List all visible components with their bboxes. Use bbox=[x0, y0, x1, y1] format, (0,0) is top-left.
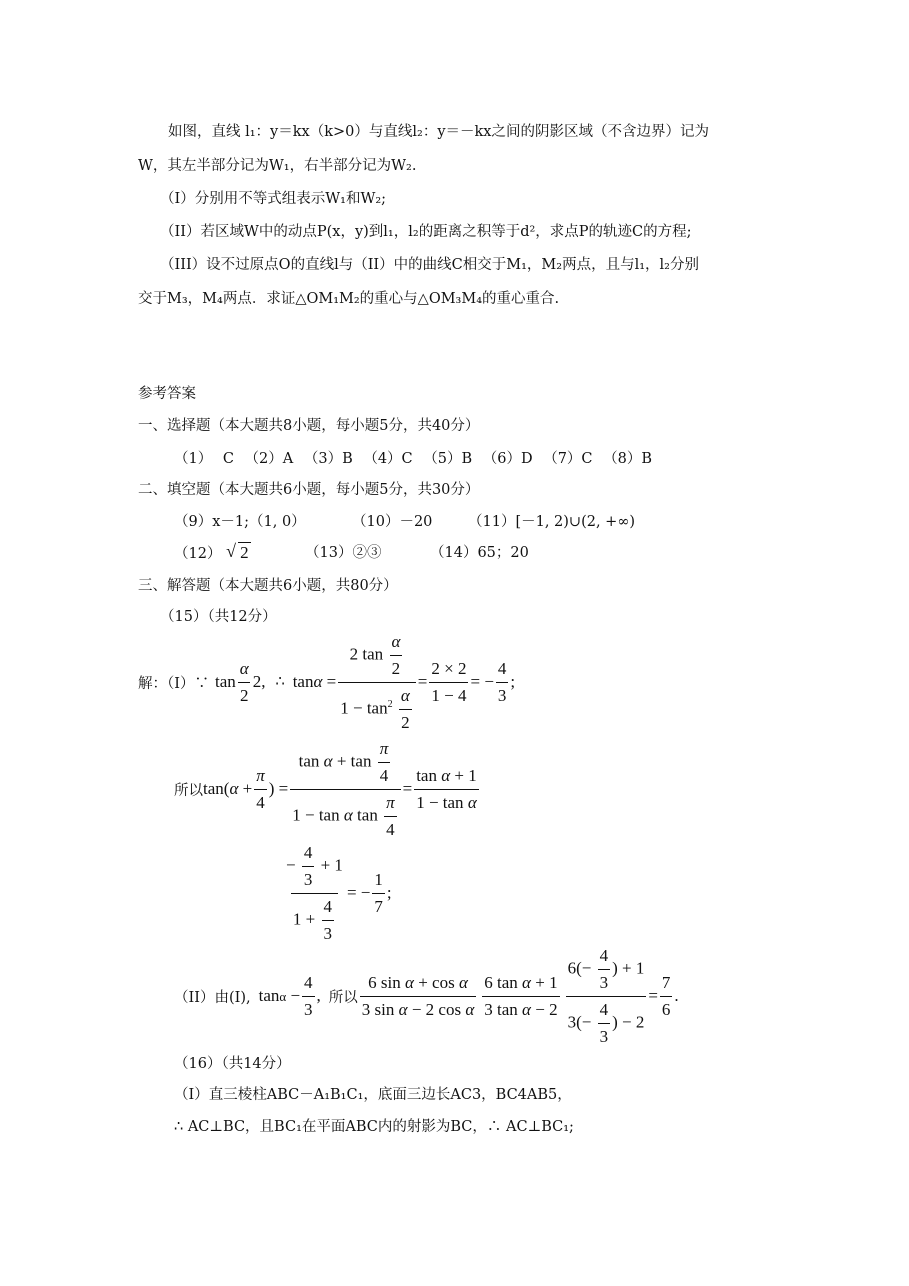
q15-part2-label: （II）由(I), bbox=[174, 989, 251, 1006]
so-label: 所以 bbox=[174, 782, 203, 799]
q15-part2-equation: （II）由(I), tanα − $\frac{4}{3}$ , 所以 $\frac{\text{6 sin α + cos α}}{\text{3 sin α − 2 cos α}}$ $\frac{\text{6 tan α + 1}}{\text{3 tan α − 2}}$ 6(− $\frac{4}{3}$ ) + 1 3(− $\frac{4}{3}$ ) − 2 = $\frac{7}{6}$ . bbox=[174, 945, 679, 1046]
part2-so-label: 所以 bbox=[328, 989, 358, 1006]
q15-part1-equation: 解：（I）∵ tan $\frac{\alpha}{2}$ 2, ∴ tanα = 2 tan $\frac{\alpha}{2}$ $1 - \tan^2$ $\frac{\alpha}{2}$ = $\frac{2 \times 2}{1 - 4}$ = − $\frac{4}{3}$ ; bbox=[138, 631, 516, 732]
section2-item-12 bbox=[174, 543, 251, 564]
problem-part1: （I）分别用不等式组表示W₁和W₂; bbox=[160, 191, 387, 207]
problem-para1-a: 如图，直线 l₁：y＝kx（k>0）与直线l₂：y＝－kx之间的阴影区域（不含边界）记为 bbox=[168, 124, 709, 140]
section1-items: （1） C （2）A （3）B （4）C （5）B （6）D （7）C （8）B bbox=[174, 451, 653, 467]
problem-part2: （II）若区域W中的动点P(x，y)到l₁，l₂的距离之积等于d²，求点P的轨迹C的方程; bbox=[160, 224, 692, 240]
q16-title: （16）（共14分） bbox=[174, 1056, 291, 1072]
q15-title: （15）（共12分） bbox=[160, 609, 277, 625]
section2-item-13: （13）②③ bbox=[305, 545, 382, 561]
problem-part3-a: （III）设不过原点O的直线l与（II）中的曲线C相交于M₁，M₂两点，且与l₁，l₂分别 bbox=[160, 257, 699, 273]
section1-title: 一、选择题（本大题共8小题，每小题5分，共40分） bbox=[138, 418, 480, 434]
section2-item-11: （11）[－1, 2)∪(2, +∞) bbox=[468, 514, 636, 530]
section2-item-10: （10）－20 bbox=[352, 514, 433, 530]
item-12-label: （12） bbox=[174, 546, 222, 562]
answers-heading: 参考答案 bbox=[138, 386, 196, 402]
problem-para1-b: W，其左半部分记为W₁，右半部分记为W₂. bbox=[138, 158, 417, 174]
q15-solution-label: 解：（I）∵ bbox=[138, 675, 209, 692]
problem-part3-b: 交于M₃，M₄两点．求证△OM₁M₂的重心与△OM₃M₄的重心重合. bbox=[138, 291, 560, 307]
therefore-symbol: ∴ bbox=[275, 674, 285, 690]
q16-line2: ∴ AC⊥BC，且BC₁在平面ABC内的射影为BC，∴ AC⊥BC₁; bbox=[174, 1119, 574, 1135]
q15-tan-sum-equation: 所以 tan(α + $\frac{\pi}{4}$ ) = tan α + tan $\frac{\pi}{4}$ 1 − tan α tan $\frac{\pi}{4}$ = $\frac{\text{tan α + 1}}{\text{1 − tan α}}$ bbox=[174, 738, 477, 839]
q15-numeric-result: − $\frac{4}{3}$ + 1 1 + $\frac{4}{3}$ = − $\frac{1}{7}$ ; bbox=[286, 842, 392, 943]
sqrt-radicand: 2 bbox=[240, 543, 249, 562]
section3-title: 三、解答题（本大题共6小题，共80分） bbox=[138, 578, 398, 594]
q16-line1: （I）直三棱柱ABC－A₁B₁C₁，底面三边长AC3，BC4AB5， bbox=[174, 1087, 572, 1103]
section2-item-14: （14）65；20 bbox=[430, 545, 529, 561]
section2-title: 二、填空题（本大题共6小题，每小题5分，共30分） bbox=[138, 482, 480, 498]
sqrt-expression: √ 2 bbox=[226, 541, 249, 562]
section2-item-9: （9）x－1;（1, 0） bbox=[174, 514, 306, 530]
